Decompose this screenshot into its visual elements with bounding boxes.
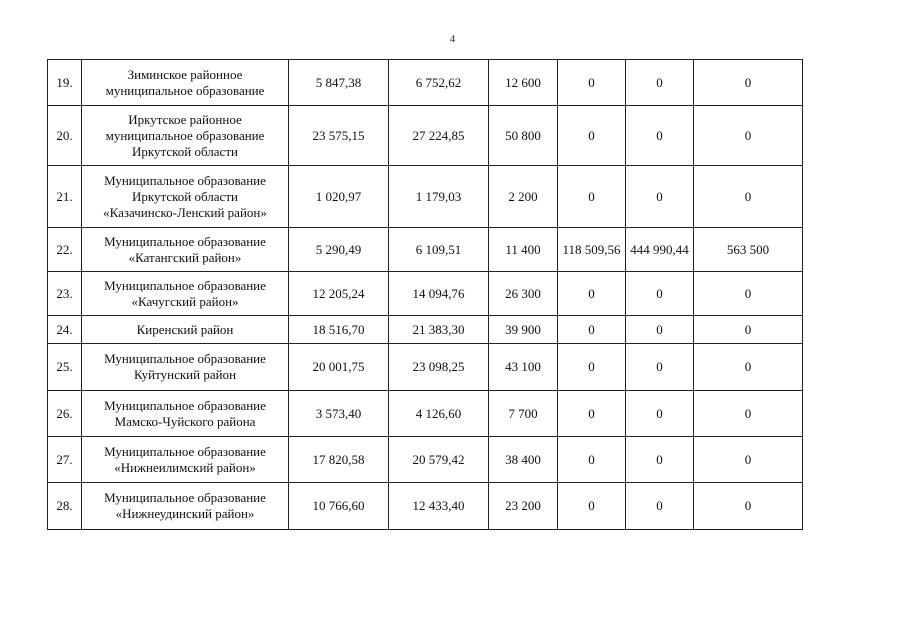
row-number-cell: 26. xyxy=(48,391,82,437)
municipality-name-line: Муниципальное образование xyxy=(104,233,266,249)
municipality-name-line: Муниципальное образование xyxy=(104,351,266,366)
amount-cell-5: 0 xyxy=(626,166,694,228)
municipality-name-cell xyxy=(82,166,289,228)
municipality-name-cell xyxy=(82,60,289,106)
amount-cell-6: 0 xyxy=(694,60,803,106)
amount-cell-3: 7 700 xyxy=(489,391,558,437)
municipality-name-line: «Катангский район» xyxy=(128,249,242,265)
amount-cell-5: 0 xyxy=(626,60,694,106)
municipality-name-line: «Нижнеилимский район» xyxy=(114,459,256,475)
municipality-name-line: «Казачинско-Ленский район» xyxy=(103,204,267,220)
amount-cell-6: 0 xyxy=(694,437,803,483)
amount-cell-2: 6 752,62 xyxy=(389,60,489,106)
table-row xyxy=(48,166,803,228)
amount-cell-2: 27 224,85 xyxy=(389,106,489,166)
table-row xyxy=(48,483,803,530)
amount-cell-6: 0 xyxy=(694,106,803,166)
municipality-name-cell xyxy=(82,106,289,166)
amount-cell-6: 0 xyxy=(694,166,803,228)
municipality-name-line: Иркутской области xyxy=(132,188,238,204)
amount-cell-1: 5 847,38 xyxy=(289,60,389,106)
amount-cell-1: 17 820,58 xyxy=(289,437,389,483)
amount-cell-3: 2 200 xyxy=(489,166,558,228)
amount-cell-4: 0 xyxy=(558,272,626,316)
table-row xyxy=(48,106,803,166)
amount-cell-4: 0 xyxy=(558,106,626,166)
municipality-name-line: Куйтунский район xyxy=(133,367,237,382)
row-number-cell: 22. xyxy=(48,228,82,272)
table-row xyxy=(48,60,803,106)
amount-cell-4: 0 xyxy=(558,60,626,106)
amount-cell-6: 0 xyxy=(694,316,803,344)
table-row xyxy=(48,437,803,483)
amount-cell-4: 0 xyxy=(558,391,626,437)
table-row xyxy=(48,272,803,316)
table-row xyxy=(48,228,803,272)
allocation-table xyxy=(47,59,803,530)
amount-cell-3: 23 200 xyxy=(489,483,558,530)
amount-cell-3: 11 400 xyxy=(489,228,558,272)
table-row xyxy=(48,316,803,344)
amount-cell-2: 1 179,03 xyxy=(389,166,489,228)
municipality-name-line: Муниципальное образование xyxy=(104,172,266,188)
municipality-name-line: Муниципальное образование xyxy=(104,443,266,459)
municipality-name-line: Муниципальное образование xyxy=(104,490,266,505)
table-row xyxy=(48,391,803,437)
municipality-name-cell xyxy=(82,344,289,391)
municipality-name-line: муниципальное образование xyxy=(105,82,265,98)
amount-cell-5: 0 xyxy=(626,437,694,483)
amount-cell-5: 0 xyxy=(626,316,694,344)
amount-cell-5: 0 xyxy=(626,272,694,316)
amount-cell-6: 0 xyxy=(694,344,803,391)
municipality-name-line: Иркутское районное xyxy=(128,111,242,127)
municipality-name-cell xyxy=(82,316,289,344)
amount-cell-5: 0 xyxy=(626,344,694,391)
table-row xyxy=(48,344,803,391)
amount-cell-4: 0 xyxy=(558,166,626,228)
amount-cell-4: 118 509,56 xyxy=(558,228,626,272)
amount-cell-2: 20 579,42 xyxy=(389,437,489,483)
amount-cell-6: 0 xyxy=(694,272,803,316)
municipality-name-line: Муниципальное образование xyxy=(104,277,266,293)
amount-cell-3: 12 600 xyxy=(489,60,558,106)
row-number-cell: 19. xyxy=(48,60,82,106)
amount-cell-1: 12 205,24 xyxy=(289,272,389,316)
municipality-name-cell xyxy=(82,228,289,272)
row-number-cell: 24. xyxy=(48,316,82,344)
amount-cell-2: 4 126,60 xyxy=(389,391,489,437)
amount-cell-1: 1 020,97 xyxy=(289,166,389,228)
amount-cell-3: 26 300 xyxy=(489,272,558,316)
amount-cell-1: 18 516,70 xyxy=(289,316,389,344)
amount-cell-1: 5 290,49 xyxy=(289,228,389,272)
amount-cell-3: 43 100 xyxy=(489,344,558,391)
row-number-cell: 28. xyxy=(48,483,82,530)
amount-cell-2: 14 094,76 xyxy=(389,272,489,316)
amount-cell-5: 444 990,44 xyxy=(626,228,694,272)
amount-cell-3: 50 800 xyxy=(489,106,558,166)
amount-cell-6: 563 500 xyxy=(694,228,803,272)
municipality-name-cell xyxy=(82,391,289,437)
municipality-name-line: Иркутской области xyxy=(132,143,238,159)
table-body xyxy=(48,60,803,530)
amount-cell-5: 0 xyxy=(626,391,694,437)
municipality-name-line: муниципальное образование xyxy=(105,127,265,143)
row-number-cell: 25. xyxy=(48,344,82,391)
amount-cell-4: 0 xyxy=(558,344,626,391)
amount-cell-2: 12 433,40 xyxy=(389,483,489,530)
amount-cell-5: 0 xyxy=(626,106,694,166)
row-number-cell: 27. xyxy=(48,437,82,483)
amount-cell-5: 0 xyxy=(626,483,694,530)
municipality-name-line: «Нижнеудинский район» xyxy=(115,506,255,521)
row-number-cell: 23. xyxy=(48,272,82,316)
municipality-name-cell xyxy=(82,272,289,316)
amount-cell-2: 23 098,25 xyxy=(389,344,489,391)
amount-cell-1: 20 001,75 xyxy=(289,344,389,391)
amount-cell-1: 23 575,15 xyxy=(289,106,389,166)
municipality-name-line: Зиминское районное xyxy=(127,66,243,82)
amount-cell-4: 0 xyxy=(558,316,626,344)
amount-cell-1: 10 766,60 xyxy=(289,483,389,530)
amount-cell-2: 6 109,51 xyxy=(389,228,489,272)
municipality-name-line: Мамско-Чуйского района xyxy=(114,413,256,429)
amount-cell-4: 0 xyxy=(558,483,626,530)
row-number-cell: 21. xyxy=(48,166,82,228)
row-number-cell: 20. xyxy=(48,106,82,166)
amount-cell-6: 0 xyxy=(694,391,803,437)
page-number: 4 xyxy=(449,33,456,45)
amount-cell-6: 0 xyxy=(694,483,803,530)
amount-cell-1: 3 573,40 xyxy=(289,391,389,437)
municipality-name-line: Муниципальное образование xyxy=(104,397,266,413)
municipality-name-cell xyxy=(82,483,289,530)
municipality-name-cell xyxy=(82,437,289,483)
municipality-name-line: «Качугский район» xyxy=(131,293,239,309)
amount-cell-4: 0 xyxy=(558,437,626,483)
amount-cell-3: 39 900 xyxy=(489,316,558,344)
amount-cell-2: 21 383,30 xyxy=(389,316,489,344)
amount-cell-3: 38 400 xyxy=(489,437,558,483)
municipality-name-line: Киренский район xyxy=(136,321,234,337)
